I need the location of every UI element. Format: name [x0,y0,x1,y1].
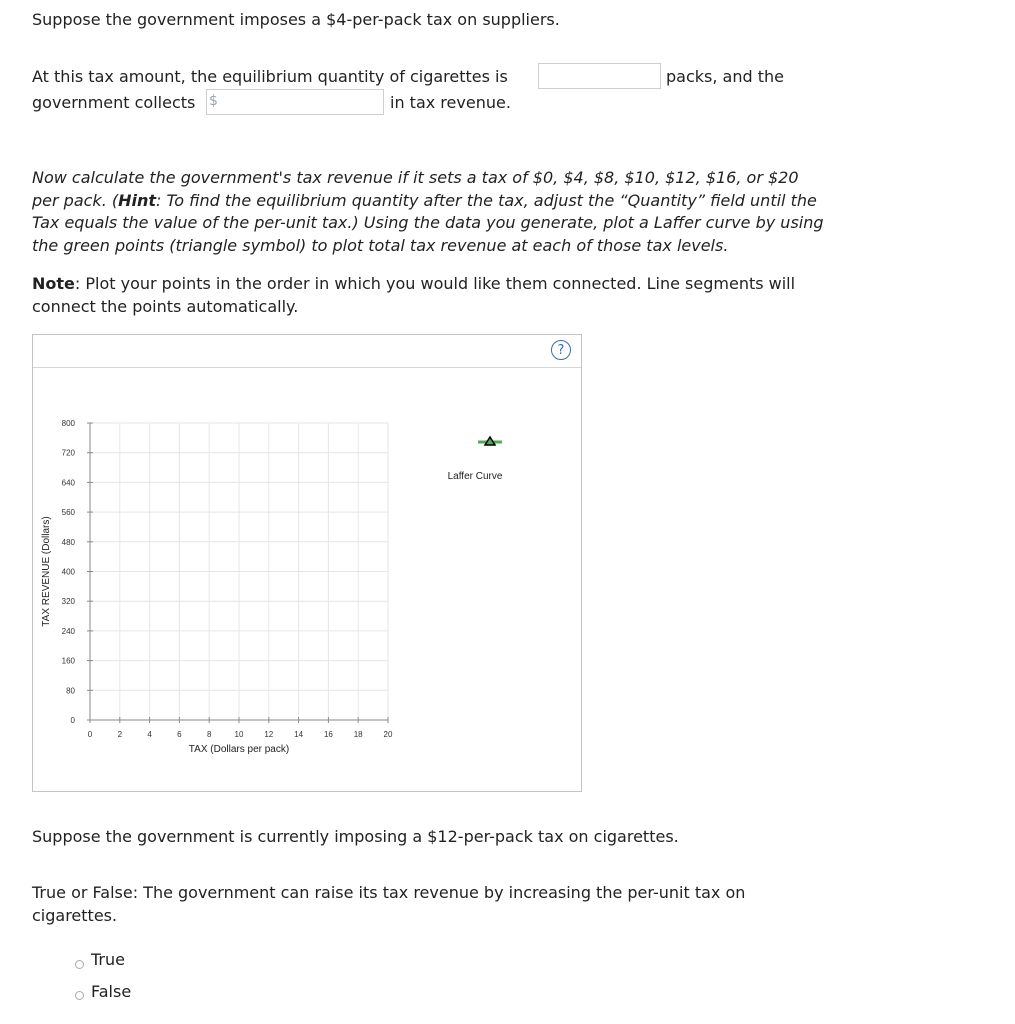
legend-label: Laffer Curve [447,471,503,482]
x-tick-label: 18 [353,730,363,739]
graph-toolbar [33,335,581,368]
intro-text: Suppose the government imposes a $4-per-pack tax on suppliers. [32,10,560,29]
y-tick-label: 0 [70,716,75,725]
q1-line1-prefix: At this tax amount, the equilibrium quantity of cigarettes is [32,67,508,86]
note-line-1-text: : Plot your points in the order in which you would like them connected. Line segments will [74,274,796,293]
x-tick-label: 0 [87,730,93,739]
instructions-line-2b: : To find the equilibrium quantity after the tax, adjust the “Quantity” field until the [156,190,817,210]
q2-question-line-1: True or False: The government can raise its tax revenue by increasing the per-unit tax on [32,883,746,902]
note-line-1 [32,273,912,296]
y-tick-label: 400 [61,567,75,577]
q1-line2-suffix: in tax revenue. [390,93,511,112]
instructions-line-4: the green points (triangle symbol) to plot total tax revenue at each of those tax levels. [32,235,729,255]
x-tick-label: 16 [323,730,333,739]
q2-question-line-2: cigarettes. [32,905,118,925]
y-tick-label: 560 [61,508,75,518]
quantity-input[interactable] [538,63,661,89]
instructions-line-1: Now calculate the government's tax revenue if it sets a tax of $0, $4, $8, $10, $12, $16, or $20 [32,168,799,187]
x-tick-label: 8 [206,730,212,739]
q2-statement: Suppose the government is currently imposing a $12-per-pack tax on cigarettes. [32,827,679,846]
note [32,273,912,318]
instructions [32,167,912,257]
option-false-label[interactable]: False [91,982,132,1001]
q1-line2-prefix: government collects [32,93,196,112]
radio-true[interactable] [75,960,84,969]
y-tick-label: 80 [66,686,75,696]
x-tick-label: 14 [294,730,304,739]
y-tick-label: 240 [61,626,75,636]
y-tick-label: 640 [61,478,75,488]
x-tick-label: 10 [234,730,244,739]
note-line-2: connect the points automatically. [32,296,299,316]
y-tick-label: 480 [61,537,75,547]
q1-line1-suffix: packs, and the [666,67,784,86]
instructions-line-2 [32,190,912,213]
laffer-chart[interactable] [33,367,581,791]
instructions-line-3: Tax equals the value of the per-unit tax.) Using the data you generate, plot a Laffer curve by using [32,213,824,232]
hint-label: Hint [118,190,157,210]
note-label: Note [32,274,75,293]
graph-panel[interactable] [32,334,582,792]
q2-question [32,882,912,927]
instructions-line-2a: per pack. ( [32,190,119,210]
y-axis-label: TAX REVENUE (Dollars) [41,516,52,627]
x-tick-label: 20 [383,730,393,739]
x-axis-label: TAX (Dollars per pack) [188,744,290,755]
radio-false[interactable] [75,991,84,1000]
x-tick-label: 6 [177,730,182,739]
option-true-label[interactable]: True [91,950,125,969]
help-icon[interactable]: ? [551,340,571,360]
y-tick-label: 160 [61,656,75,666]
y-tick-label: 320 [61,597,75,607]
x-tick-label: 2 [117,730,123,739]
y-tick-label: 720 [61,448,75,458]
dollar-sign: $ [209,93,218,109]
revenue-input[interactable] [206,89,384,115]
x-tick-label: 4 [147,730,152,739]
x-tick-label: 12 [264,730,274,739]
y-tick-label: 800 [61,419,75,428]
